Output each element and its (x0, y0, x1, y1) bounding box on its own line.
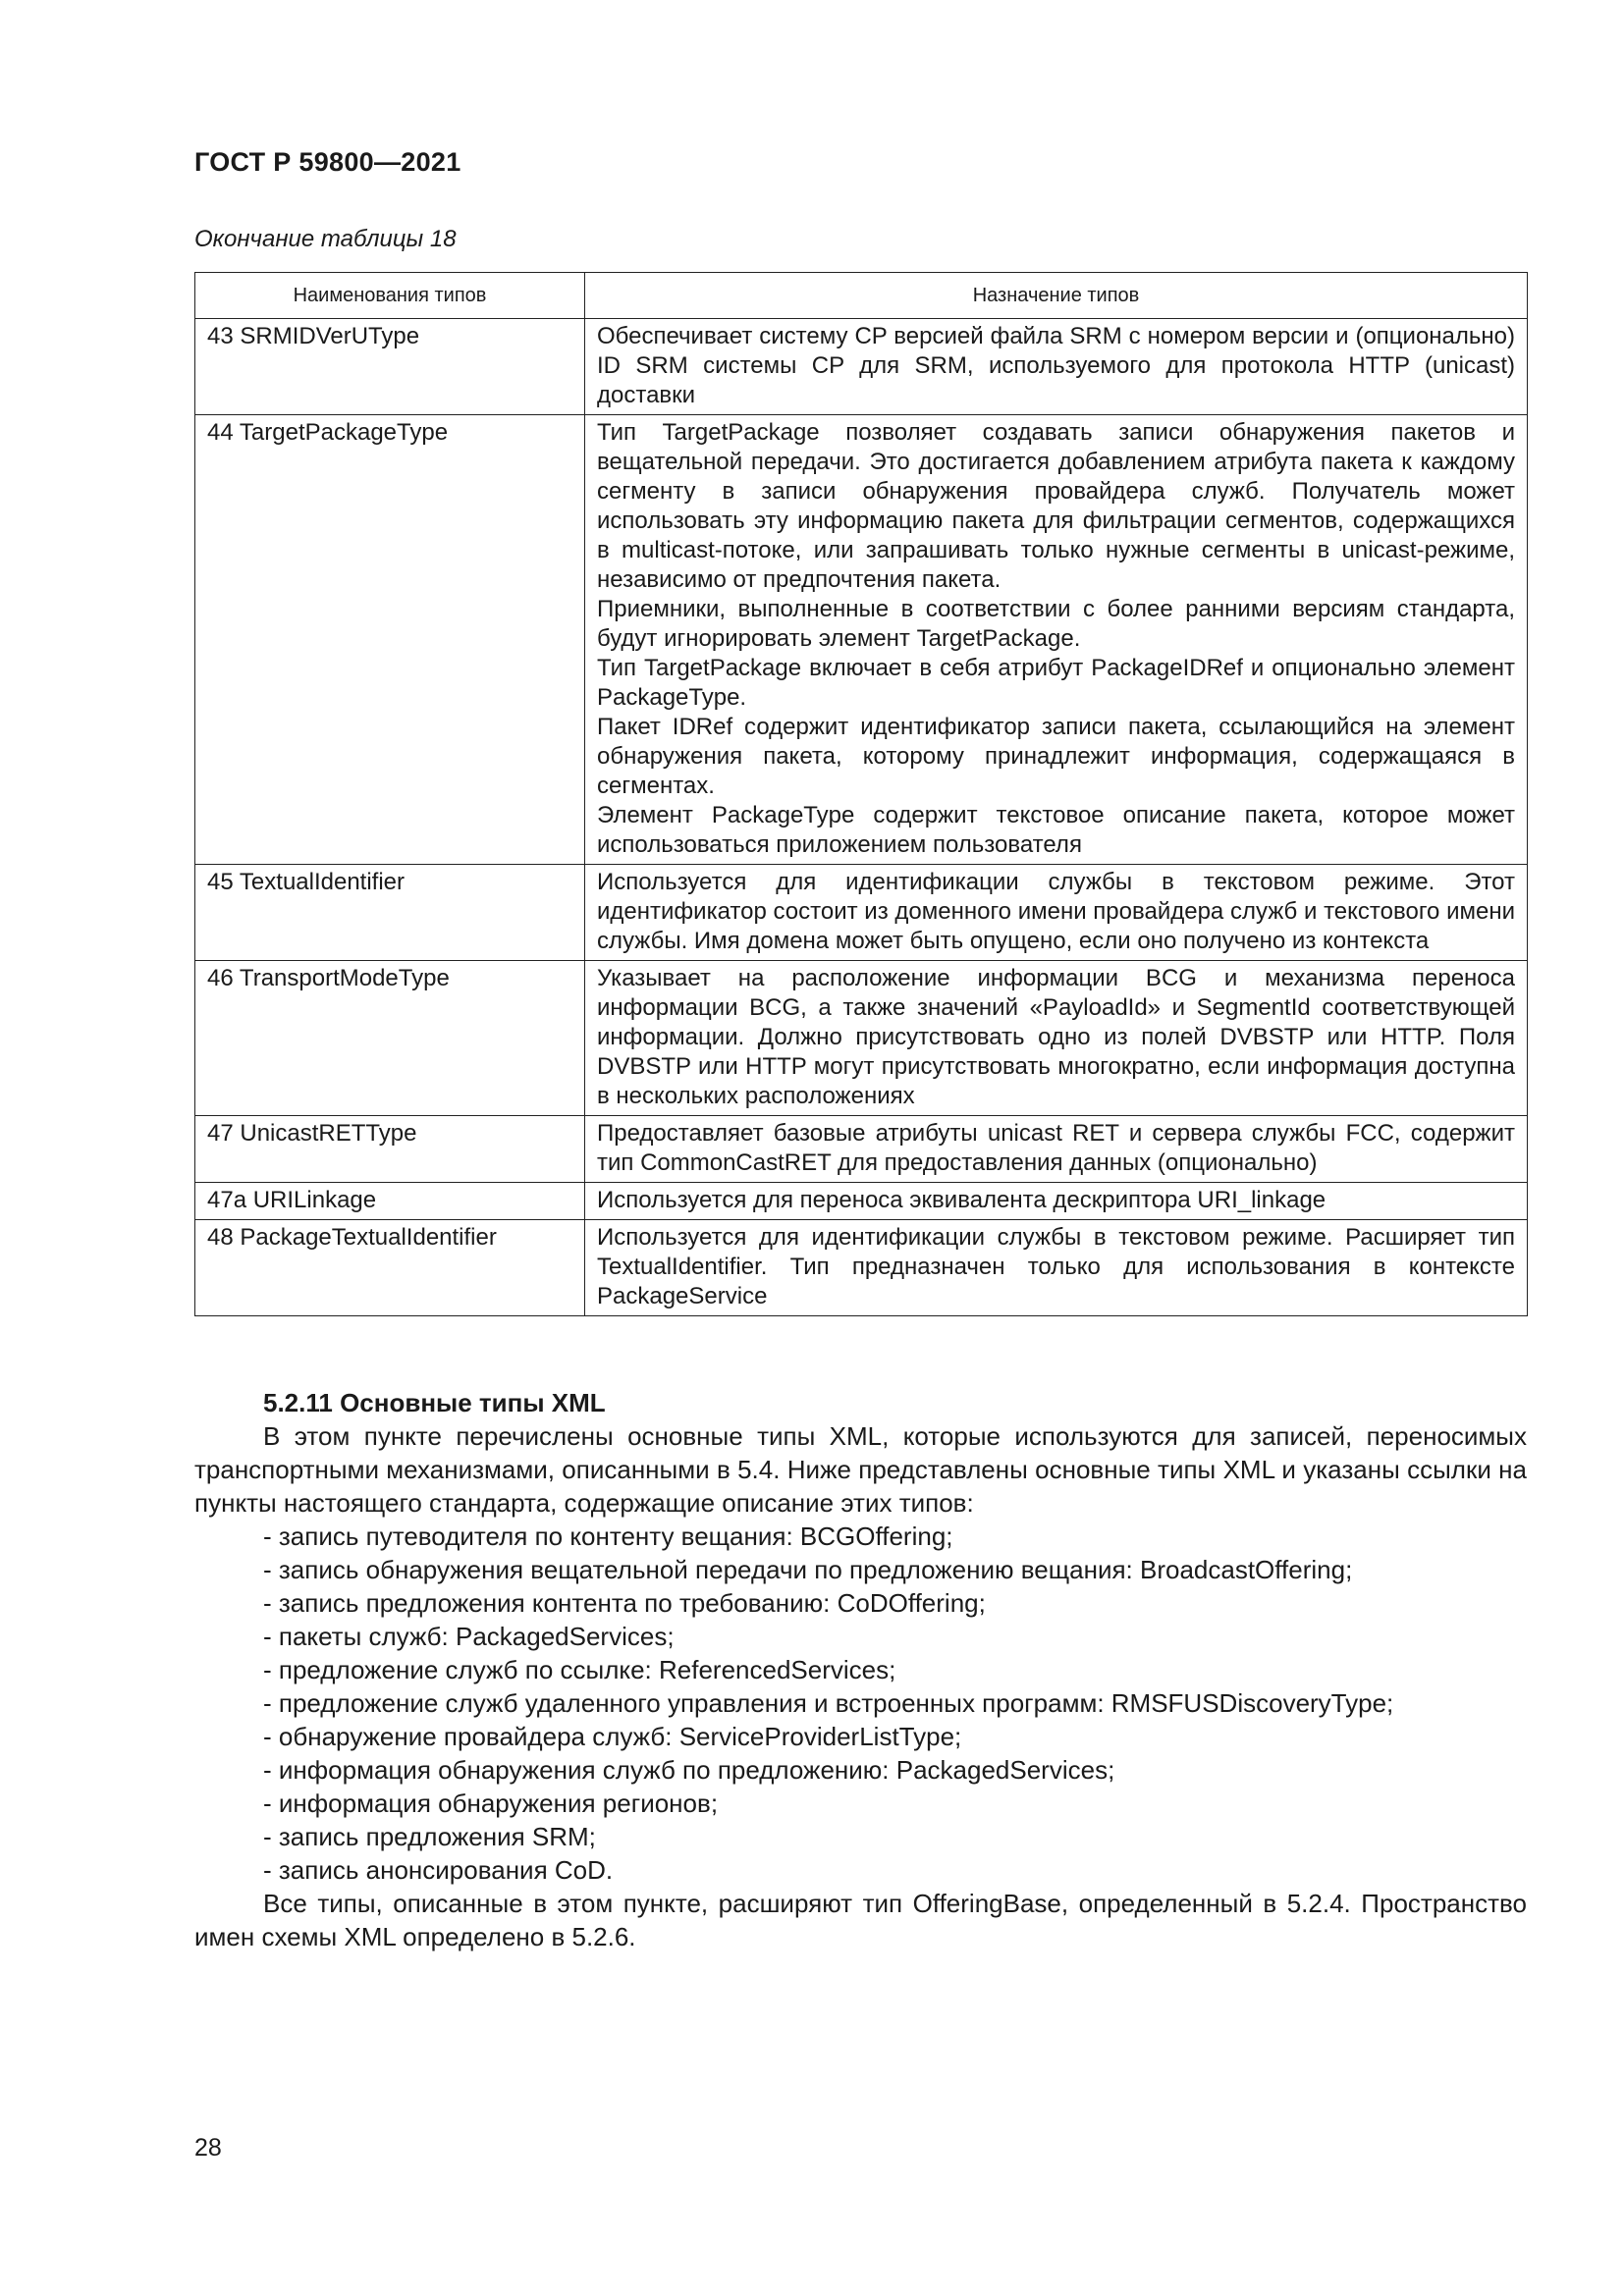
section-basic-xml-types (194, 1386, 1527, 1953)
description-text: Используется для переноса эквивалента дескриптора URI_linkage (597, 1187, 1326, 1213)
type-description-cell (585, 1183, 1528, 1220)
description-text: Тип TargetPackage включает в себя атрибут PackageIDRef и опционально элемент PackageType. (597, 655, 1515, 711)
section-title: 5.2.11 Основные типы XML (263, 1388, 606, 1417)
list-item: - информация обнаружения регионов; (263, 1789, 719, 1818)
type-description-cell (585, 1116, 1528, 1183)
table-row (195, 415, 1528, 865)
list-item: - запись анонсирования CoD. (263, 1855, 614, 1885)
list-item: - предложение служб по ссылке: ReferencedServices; (263, 1655, 896, 1684)
table-caption: Окончание таблицы 18 (194, 226, 457, 252)
description-text: Обеспечивает систему CP версией файла SRM с номером версии и (опционально) ID SRM системы CP для SRM, используемого для протокола HTTP (unicast) доставки (597, 323, 1515, 408)
type-description-cell (585, 1220, 1528, 1316)
type-name-cell: 47a URILinkage (195, 1183, 585, 1220)
list-item: - информация обнаружения служб по предложению: PackagedServices; (263, 1755, 1115, 1785)
type-name-cell: 46 TransportModeType (195, 961, 585, 1116)
type-name-cell: 43 SRMIDVerUType (195, 319, 585, 415)
description-text: Пакет IDRef содержит идентификатор записи пакета, ссылающийся на элемент обнаружения пакета, которому принадлежит информация, содержащаяся в сегментах. (597, 714, 1515, 799)
list-item: - обнаружение провайдера служб: ServiceProviderListType; (263, 1722, 962, 1751)
list-item: - запись путеводителя по контенту вещания: BCGOffering; (263, 1522, 953, 1551)
page-number: 28 (194, 2134, 222, 2162)
table-row (195, 1116, 1528, 1183)
type-name-cell: 45 TextualIdentifier (195, 865, 585, 961)
type-name-cell: 47 UnicastRETType (195, 1116, 585, 1183)
list-item: - предложение служб удаленного управления и встроенных программ: RMSFUSDiscoveryType; (263, 1688, 1394, 1718)
description-text: Указывает на расположение информации BCG и механизма переноса информации BCG, а также значений «PayloadId» и SegmentId соответствующей информации. Должно присутствовать одно из полей DVBSTP или HTTP. Поля DVBSTP или HTTP могут присутствовать многократно, если информация доступна в нескольких расположениях (597, 965, 1515, 1109)
type-description-cell (585, 415, 1528, 865)
type-description-cell (585, 961, 1528, 1116)
table-row (195, 319, 1528, 415)
column-header-type-names: Наименования типов (195, 273, 585, 319)
table-row (195, 961, 1528, 1116)
table-row (195, 1220, 1528, 1316)
table-header-row (195, 273, 1528, 319)
type-description-cell (585, 319, 1528, 415)
document-standard-header: ГОСТ Р 59800—2021 (194, 147, 461, 177)
xml-types-list (194, 1520, 1527, 1887)
table-row (195, 1183, 1528, 1220)
type-name-cell: 44 TargetPackageType (195, 415, 585, 865)
list-item: - запись предложения контента по требованию: CoDOffering; (263, 1588, 986, 1618)
type-description-cell (585, 865, 1528, 961)
table-row (195, 865, 1528, 961)
description-text: Элемент PackageType содержит текстовое описание пакета, которое может использоваться приложением пользователя (597, 802, 1515, 858)
list-item: - запись предложения SRM; (263, 1822, 596, 1851)
description-text: Приемники, выполненные в соответствии с более ранними версиям стандарта, будут игнорировать элемент TargetPackage. (597, 596, 1515, 652)
section-intro-paragraph: В этом пункте перечислены основные типы XML, которые используются для записей, переносимых транспортными механизмами, описанными в 5.4. Ниже представлены основные типы XML и указаны ссылки на пункты настоящего стандарта, содержащие описание этих типов: (194, 1421, 1527, 1518)
list-item: - пакеты служб: PackagedServices; (263, 1622, 675, 1651)
type-name-cell: 48 PackageTextualIdentifier (195, 1220, 585, 1316)
description-text: Предоставляет базовые атрибуты unicast RET и сервера службы FCC, содержит тип CommonCastRET для предоставления данных (опционально) (597, 1120, 1515, 1176)
description-text: Тип TargetPackage позволяет создавать записи обнаружения пакетов и вещательной передачи. Это достигается добавлением атрибута пакета к каждому сегменту в записи обнаружения провайдера служб. Получатель может использовать эту информацию пакета для фильтрации сегментов, содержащихся в multicast-потоке, или запрашивать только нужные сегменты в unicast-режиме, независимо от предпочтения пакета. (597, 419, 1515, 593)
types-table (194, 272, 1528, 1316)
section-closing-paragraph: Все типы, описанные в этом пункте, расширяют тип OfferingBase, определенный в 5.2.4. Пространство имен схемы XML определено в 5.2.6. (194, 1889, 1527, 1951)
column-header-type-purpose: Назначение типов (585, 273, 1528, 319)
list-item: - запись обнаружения вещательной передачи по предложению вещания: BroadcastOffering; (263, 1555, 1353, 1584)
description-text: Используется для идентификации службы в текстовом режиме. Расширяет тип TextualIdentifier. Тип предназначен только для использования в контексте PackageService (597, 1224, 1515, 1309)
description-text: Используется для идентификации службы в текстовом режиме. Этот идентификатор состоит из доменного имени провайдера служб и текстового имени службы. Имя домена может быть опущено, если оно получено из контекста (597, 869, 1515, 954)
